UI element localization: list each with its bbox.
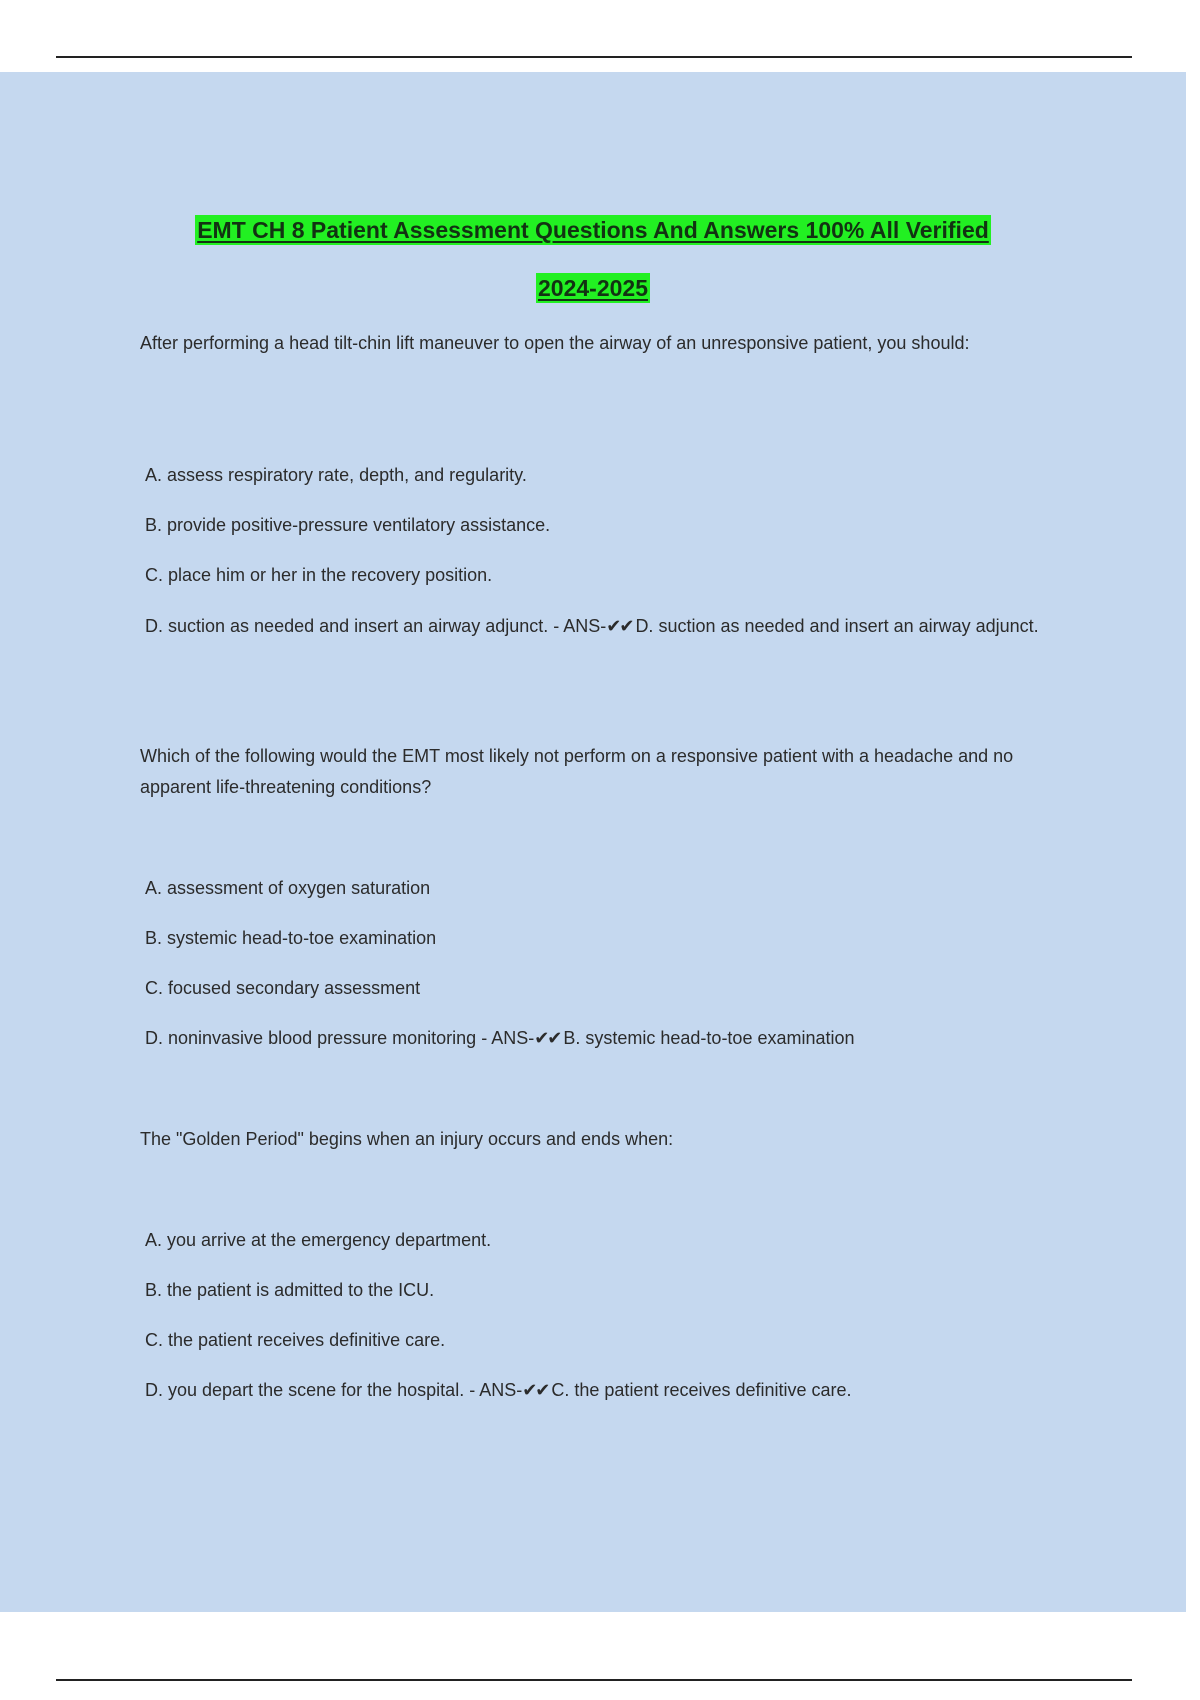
document-title: EMT CH 8 Patient Assessment Questions And Answers 100% All Verified (197, 217, 989, 243)
question-3-option-d: D. you depart the scene for the hospital. (145, 1380, 465, 1400)
question-1-option-d-with-answer (140, 611, 1060, 642)
question-3-answer: C. the patient receives definitive care. (551, 1380, 852, 1400)
question-3-option-a: A. you arrive at the emergency department. (145, 1230, 492, 1250)
title-line-2 (0, 273, 1186, 303)
question-1-option-b: B. provide positive-pressure ventilatory assistance. (145, 515, 551, 535)
answer-prefix: - ANS- (548, 616, 607, 636)
check-icon: ✔✔ (606, 616, 633, 636)
question-1-option-d: D. suction as needed and insert an airway adjunct. (145, 616, 549, 636)
question-1-prompt: After performing a head tilt-chin lift maneuver to open the airway of an unresponsive patient, you should: (140, 333, 970, 353)
answer-prefix: - ANS- (464, 1380, 523, 1400)
title-line-1 (0, 215, 1186, 245)
question-2-option-d-with-answer (145, 1023, 1065, 1054)
question-2-option-b: B. systemic head-to-toe examination (145, 928, 437, 948)
answer-prefix: - ANS- (476, 1028, 535, 1048)
question-3-prompt: The "Golden Period" begins when an injury occurs and ends when: (140, 1129, 674, 1149)
question-2-option-a: A. assessment of oxygen saturation (145, 878, 431, 898)
question-1-answer: D. suction as needed and insert an airway adjunct. (635, 616, 1039, 636)
document-year: 2024-2025 (538, 275, 648, 301)
footer-rule (56, 1679, 1132, 1681)
header-rule (56, 56, 1132, 58)
question-3-option-b: B. the patient is admitted to the ICU. (145, 1280, 435, 1300)
check-icon: ✔✔ (534, 1028, 561, 1048)
question-2-option-c: C. focused secondary assessment (145, 978, 421, 998)
check-icon: ✔✔ (522, 1380, 549, 1400)
question-1-option-c: C. place him or her in the recovery position. (145, 565, 493, 585)
question-2-option-d: D. noninvasive blood pressure monitoring (145, 1028, 477, 1048)
document-page (0, 72, 1186, 1612)
question-2-prompt: Which of the following would the EMT most likely not perform on a responsive patient with a headache and no apparent life-threatening conditions? (140, 746, 1014, 797)
question-3-option-d-with-answer (145, 1375, 1065, 1406)
question-1-option-a: A. assess respiratory rate, depth, and regularity. (145, 465, 527, 485)
question-2-answer: B. systemic head-to-toe examination (563, 1028, 855, 1048)
question-3-option-c: C. the patient receives definitive care. (145, 1330, 446, 1350)
